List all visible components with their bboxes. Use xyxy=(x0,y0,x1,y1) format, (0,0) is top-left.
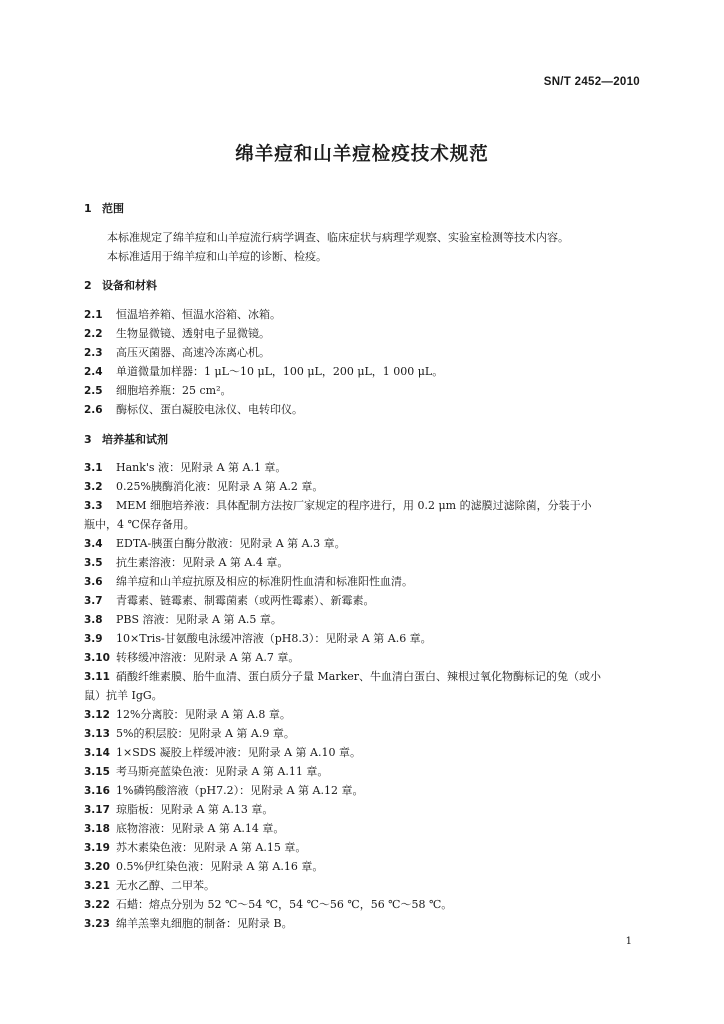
item-number: 3.16 xyxy=(84,785,110,797)
item-text: 琼脂板：见附录 A 第 A.13 章。 xyxy=(116,803,274,816)
item-number: 3.7 xyxy=(84,595,103,607)
item-text: Hank's 液：见附录 A 第 A.1 章。 xyxy=(116,461,287,474)
item-text: PBS 溶液：见附录 A 第 A.5 章。 xyxy=(116,613,282,626)
item-text: EDTA-胰蛋白酶分散液：见附录 A 第 A.3 章。 xyxy=(116,537,346,550)
item-text: 5%的积层胶：见附录 A 第 A.9 章。 xyxy=(116,727,295,740)
list-item xyxy=(84,344,644,360)
list-item xyxy=(84,725,644,741)
item-number: 3.13 xyxy=(84,728,110,740)
section-heading-reagents xyxy=(84,431,168,447)
list-item xyxy=(84,668,644,702)
scope-paragraph: 本标准规定了绵羊痘和山羊痘流行病学调查、临床症状与病理学观察、实验室检测等技术内容。 xyxy=(107,231,569,244)
item-number: 3.1 xyxy=(84,462,103,474)
list-item xyxy=(84,401,644,417)
item-number: 2.3 xyxy=(84,347,103,359)
item-text-continuation: 鼠）抗羊 IgG。 xyxy=(84,689,163,702)
list-item xyxy=(84,611,644,627)
scope-paragraph: 本标准适用于绵羊痘和山羊痘的诊断、检疫。 xyxy=(107,250,327,263)
list-item xyxy=(84,554,644,570)
section-number: 2 xyxy=(84,279,92,292)
item-number: 3.17 xyxy=(84,804,110,816)
item-number: 2.6 xyxy=(84,404,103,416)
item-number: 3.6 xyxy=(84,576,103,588)
item-text: 0.5%伊红染色液：见附录 A 第 A.16 章。 xyxy=(116,860,324,873)
list-item xyxy=(84,744,644,760)
item-text: 0.25%胰酶消化液：见附录 A 第 A.2 章。 xyxy=(116,480,324,493)
list-item xyxy=(84,839,644,855)
item-number: 3.18 xyxy=(84,823,110,835)
list-item xyxy=(84,706,644,722)
item-text: 1%磷钨酸溶液（pH7.2）：见附录 A 第 A.12 章。 xyxy=(116,784,364,797)
list-item xyxy=(84,459,644,475)
item-number: 3.23 xyxy=(84,918,110,930)
item-text: 10×Tris-甘氨酸电泳缓冲溶液（pH8.3）：见附录 A 第 A.6 章。 xyxy=(116,632,432,645)
list-item xyxy=(84,478,644,494)
item-number: 3.12 xyxy=(84,709,110,721)
item-number: 3.14 xyxy=(84,747,110,759)
section-title: 设备和材料 xyxy=(102,279,157,292)
item-number: 3.3 xyxy=(84,500,103,512)
item-text: 单道微量加样器：1 μL～10 μL，100 μL，200 μL，1 000 μL。 xyxy=(116,365,444,378)
item-number: 3.2 xyxy=(84,481,103,493)
item-text: 无水乙醇、二甲苯。 xyxy=(116,879,215,892)
item-text: 硝酸纤维素膜、胎牛血清、蛋白质分子量 Marker、牛血清白蛋白、辣根过氧化物酶标记的兔（或小 xyxy=(116,670,602,683)
item-text: 青霉素、链霉素、制霉菌素（或两性霉素）、新霉素。 xyxy=(116,594,375,607)
list-item xyxy=(84,382,644,398)
item-text: 抗生素溶液：见附录 A 第 A.4 章。 xyxy=(116,556,289,569)
item-number: 3.22 xyxy=(84,899,110,911)
item-text: 1×SDS 凝胶上样缓冲液：见附录 A 第 A.10 章。 xyxy=(116,746,361,759)
item-text: 考马斯亮蓝染色液：见附录 A 第 A.11 章。 xyxy=(116,765,329,778)
list-item xyxy=(84,915,644,931)
item-number: 3.4 xyxy=(84,538,103,550)
item-text: 12%分离胶：见附录 A 第 A.8 章。 xyxy=(116,708,291,721)
document-title: 绵羊痘和山羊痘检疫技术规范 xyxy=(235,144,489,165)
item-number: 3.11 xyxy=(84,671,110,683)
item-number: 3.21 xyxy=(84,880,110,892)
list-item xyxy=(84,896,644,912)
section-number: 1 xyxy=(84,202,92,215)
item-number: 2.5 xyxy=(84,385,103,397)
item-text: 高压灭菌器、高速冷冻离心机。 xyxy=(116,346,270,359)
list-item xyxy=(84,801,644,817)
standard-number: SN/T 2452—2010 xyxy=(543,76,640,88)
item-text: 恒温培养箱、恒温水浴箱、冰箱。 xyxy=(116,308,281,321)
item-text: MEM 细胞培养液：具体配制方法按厂家规定的程序进行，用 0.2 μm 的滤膜过滤除菌，分装于小 xyxy=(116,499,592,512)
item-text: 细胞培养瓶：25 cm²。 xyxy=(116,384,232,397)
section-heading-equipment xyxy=(84,277,157,293)
list-item xyxy=(84,858,644,874)
item-number: 2.4 xyxy=(84,366,103,378)
section-number: 3 xyxy=(84,433,92,446)
item-text: 生物显微镜、透射电子显微镜。 xyxy=(116,327,270,340)
section-title: 培养基和试剂 xyxy=(102,433,168,446)
item-text: 绵羊羔睾丸细胞的制备：见附录 B。 xyxy=(116,917,293,930)
item-text: 转移缓冲溶液：见附录 A 第 A.7 章。 xyxy=(116,651,300,664)
list-item xyxy=(84,630,644,646)
list-item xyxy=(84,306,644,322)
list-item xyxy=(84,325,644,341)
list-item xyxy=(84,497,644,531)
item-number: 3.19 xyxy=(84,842,110,854)
item-number: 3.20 xyxy=(84,861,110,873)
item-text: 绵羊痘和山羊痘抗原及相应的标准阴性血清和标准阳性血清。 xyxy=(116,575,413,588)
item-text: 酶标仪、蛋白凝胶电泳仪、电转印仪。 xyxy=(116,403,303,416)
list-item xyxy=(84,763,644,779)
list-item xyxy=(84,649,644,665)
list-item xyxy=(84,877,644,893)
item-number: 2.1 xyxy=(84,309,103,321)
section-heading-scope xyxy=(84,200,124,216)
item-number: 3.10 xyxy=(84,652,110,664)
list-item xyxy=(84,363,644,379)
list-item xyxy=(84,535,644,551)
list-item xyxy=(84,820,644,836)
list-item xyxy=(84,592,644,608)
item-text: 苏木素染色液：见附录 A 第 A.15 章。 xyxy=(116,841,307,854)
item-number: 3.5 xyxy=(84,557,103,569)
item-number: 3.8 xyxy=(84,614,103,626)
item-number: 3.15 xyxy=(84,766,110,778)
item-number: 3.9 xyxy=(84,633,103,645)
section-title: 范围 xyxy=(102,202,124,215)
list-item xyxy=(84,782,644,798)
item-text: 石蜡：熔点分别为 52 ℃～54 ℃，54 ℃～56 ℃，56 ℃～58 ℃。 xyxy=(116,898,453,911)
item-number: 2.2 xyxy=(84,328,103,340)
page-number: 1 xyxy=(625,936,632,947)
item-text-continuation: 瓶中，4 ℃保存备用。 xyxy=(84,518,195,531)
list-item xyxy=(84,573,644,589)
item-text: 底物溶液：见附录 A 第 A.14 章。 xyxy=(116,822,285,835)
